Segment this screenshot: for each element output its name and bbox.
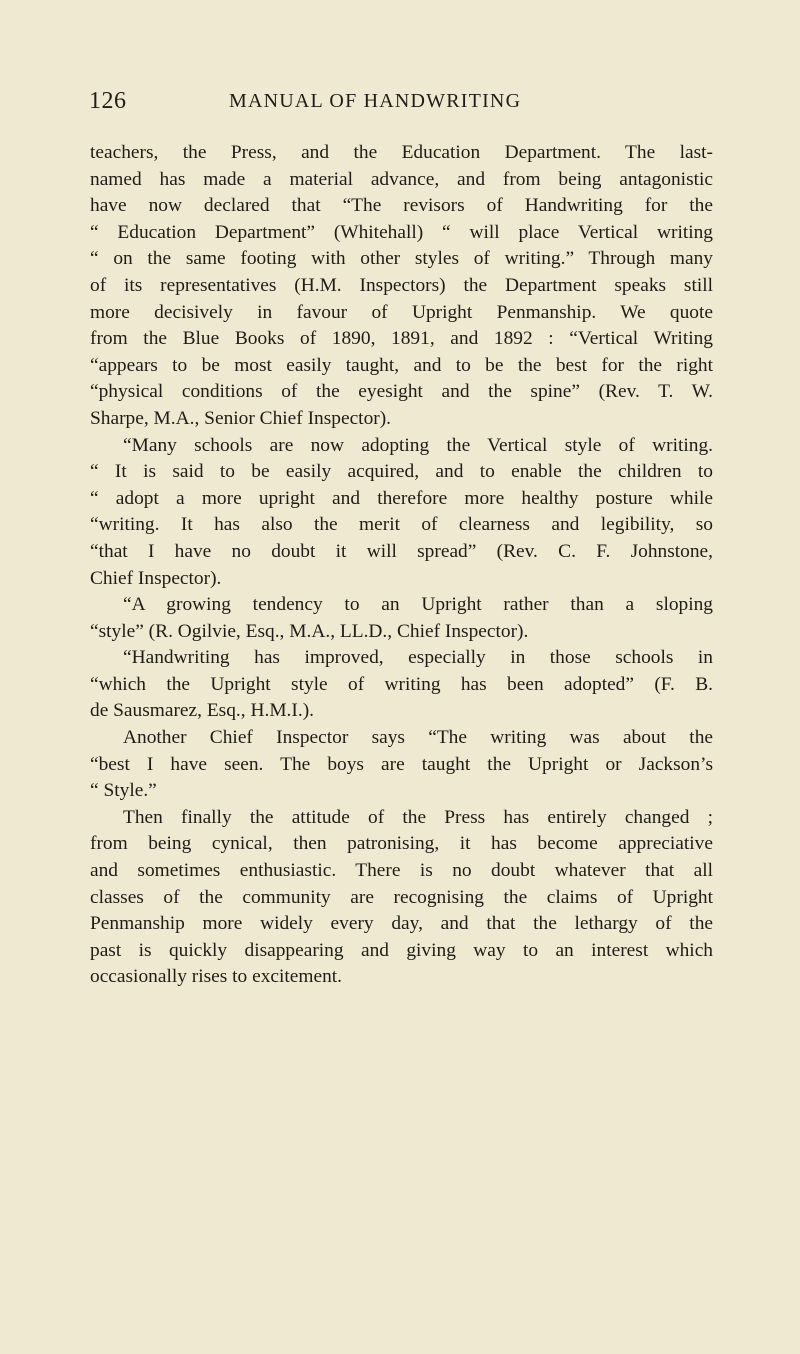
text-line: “ Style.” bbox=[90, 780, 157, 802]
running-title: MANUAL OF HANDWRITING bbox=[229, 90, 522, 112]
body-text bbox=[90, 140, 713, 991]
text-line: “style” (R. Ogilvie, Esq., M.A., LL.D., Chief Inspector). bbox=[90, 620, 529, 642]
running-head bbox=[89, 88, 715, 118]
text-line: “Many schools are now adopting the Vertical style of writing. bbox=[123, 434, 713, 456]
text-line: Penmanship more widely every day, and that the lethargy of the bbox=[90, 913, 713, 935]
text-line: “physical conditions of the eyesight and the spine” (Rev. T. W. bbox=[90, 381, 713, 403]
text-line: “ It is said to be easily acquired, and to enable the children to bbox=[90, 461, 713, 483]
text-line: have now declared that “The revisors of Handwriting for the bbox=[90, 195, 713, 217]
text-line: “ on the same footing with other styles of writing.” Through many bbox=[90, 248, 713, 270]
text-line: from the Blue Books of 1890, 1891, and 1892 : “Vertical Writing bbox=[90, 328, 713, 350]
text-line: more decisively in favour of Upright Penmanship. We quote bbox=[90, 301, 713, 323]
text-line: classes of the community are recognising the claims of Upright bbox=[90, 886, 713, 908]
text-line: “ adopt a more upright and therefore more healthy posture while bbox=[90, 487, 713, 509]
text-line: Chief Inspector). bbox=[90, 567, 222, 589]
text-line: “best I have seen. The boys are taught the Upright or Jackson’s bbox=[90, 753, 713, 775]
page-number: 126 bbox=[89, 88, 127, 114]
text-line: of its representatives (H.M. Inspectors) the Department speaks still bbox=[90, 274, 713, 296]
text-line: occasionally rises to excitement. bbox=[90, 966, 342, 988]
text-line: Another Chief Inspector says “The writing was about the bbox=[123, 727, 713, 749]
text-line: “that I have no doubt it will spread” (Rev. C. F. Johnstone, bbox=[90, 540, 713, 562]
text-line: named has made a material advance, and from being antagonistic bbox=[90, 168, 713, 190]
text-line: and sometimes enthusiastic. There is no doubt whatever that all bbox=[90, 860, 713, 882]
text-line: from being cynical, then patronising, it has become appreciative bbox=[90, 833, 713, 855]
text-line: “A growing tendency to an Upright rather than a sloping bbox=[123, 594, 713, 616]
text-line: “ Education Department” (Whitehall) “ will place Vertical writing bbox=[90, 221, 713, 243]
text-line: de Sausmarez, Esq., H.M.I.). bbox=[90, 700, 315, 722]
text-line: “writing. It has also the merit of clearness and legibility, so bbox=[90, 514, 713, 536]
text-line: “which the Upright style of writing has been adopted” (F. B. bbox=[90, 673, 713, 695]
text-line: teachers, the Press, and the Education Department. The last- bbox=[90, 142, 713, 163]
text-line: Then finally the attitude of the Press has entirely changed ; bbox=[123, 806, 713, 828]
text-line: past is quickly disappearing and giving way to an interest which bbox=[90, 939, 713, 961]
text-line: “appears to be most easily taught, and to be the best for the right bbox=[90, 354, 713, 376]
text-line: Sharpe, M.A., Senior Chief Inspector). bbox=[90, 407, 392, 429]
text-line: “Handwriting has improved, especially in those schools in bbox=[123, 647, 713, 669]
